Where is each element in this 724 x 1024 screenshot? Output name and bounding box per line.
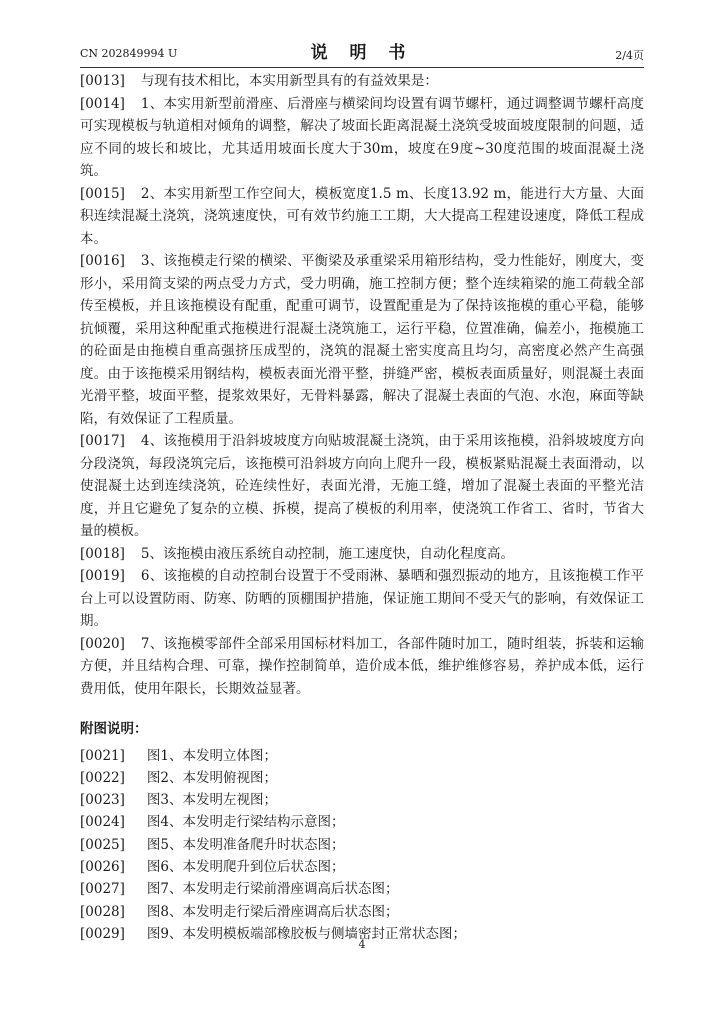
- paragraph-number: [0013]: [80, 73, 125, 89]
- paragraph-number: [0020]: [80, 635, 125, 652]
- paragraph-0013: [80, 70, 644, 93]
- paragraph-number: [0023]: [80, 792, 125, 809]
- publication-number: CN 202849994 U: [80, 47, 178, 60]
- paragraph-number: [0015]: [80, 185, 125, 202]
- paragraph-number: [0027]: [80, 881, 125, 898]
- paragraph-text: 6、该拖模的自动控制台设置于不受雨淋、暴晒和强烈振动的地方，且该拖模工作平台上可以设置防雨、防寒、防晒的顶棚围护措施，保证施工期间不受天气的影响，有效保证工期。: [80, 568, 644, 629]
- figure-item: [80, 856, 644, 878]
- paragraph-number: [0017]: [80, 433, 125, 449]
- paragraph-0014: [80, 93, 644, 183]
- document-body: [80, 70, 644, 945]
- page-indicator: 2/4页: [615, 49, 644, 62]
- paragraph-number: [0025]: [80, 836, 125, 853]
- figure-caption: 图3、本发明左视图；: [146, 792, 277, 809]
- figure-caption: 图5、本发明准备爬升时状态图；: [146, 836, 345, 853]
- figure-caption: 图6、本发明爬升到位后状态图；: [146, 858, 345, 875]
- paragraph-0020: [80, 633, 644, 701]
- paragraph-number: [0029]: [80, 925, 125, 942]
- paragraph-text: 2、本实用新型工作空间大，模板宽度1.5 m、长度13.92 m，能进行大方量、大面积连续混凝土浇筑，浇筑速度快，可有效节约施工工期，大大提高工程建设速度，降低工程成本。: [80, 185, 644, 247]
- header-rule: [80, 67, 644, 68]
- page-number: 4: [358, 938, 366, 951]
- paragraph-number: [0028]: [80, 903, 125, 920]
- paragraph-text: 1、本实用新型前滑座、后滑座与横梁间均设置有调节螺杆，通过调整调节螺杆高度可实现模板与轨道相对倾角的调整，解决了坡面长距离混凝土浇筑受坡面坡度限制的问题，适应不同的坡长和坡比，尤其适用坡面长度大于30m，坡度在9度~30度范围的坡面混凝土浇筑。: [80, 95, 644, 179]
- figure-caption: 图8、本发明走行梁后滑座调高后状态图；: [146, 903, 399, 920]
- paragraph-number: [0019]: [80, 568, 125, 584]
- figure-caption: 图7、本发明走行梁前滑座调高后状态图；: [146, 881, 399, 898]
- paragraph-number: [0018]: [80, 545, 125, 562]
- paragraph-0018: [80, 543, 644, 566]
- paragraph-number: [0024]: [80, 814, 125, 831]
- figure-item: [80, 834, 644, 856]
- paragraph-number: [0026]: [80, 858, 125, 875]
- figure-item: [80, 811, 644, 833]
- paragraph-text: 3、该拖模走行梁的横梁、平衡梁及承重梁采用箱形结构，受力性能好，刚度大，变形小，采用简支梁的两点受力方式，受力明确，施工控制方便；整个连续箱梁的施工荷载全部传至模板，并且该拖模设有配重，配重可调节，设置配重是为了保持该拖模的重心平稳，能够抗倾覆，采用这种配重式拖模进行混凝土浇筑施工，运行平稳，位置准确，偏差小，拖模施工的砼面是由拖模自重高强挤压成型的，浇筑的混凝土密实度高且均匀，高密度必然产生高强度。由于该拖模采用钢结构，模板表面光滑平整，拼缝严密，模板表面质量好，则混凝土表面光滑平整，坡面平整，提浆效果好，无骨料暴露，解决了混凝土表面的气泡、水泡，麻面等缺陷，有效保证了工程质量。: [80, 253, 644, 427]
- paragraph-number: [0016]: [80, 253, 125, 269]
- figure-item: [80, 878, 644, 900]
- figure-caption: 图4、本发明走行梁结构示意图；: [146, 814, 345, 831]
- paragraph-text: 7、该拖模零部件全部采用国标材料加工，各部件随时加工，随时组装，拆装和运输方便，并且结构合理、可靠，操作控制简单，造价成本低，维护维修容易，养护成本低，运行费用低，使用年限长，长期效益显著。: [80, 635, 644, 697]
- figure-item: [80, 745, 644, 767]
- paragraph-0016: [80, 250, 644, 430]
- figure-caption: 图2、本发明俯视图；: [146, 769, 277, 786]
- figures-section-title: 附图说明：: [80, 721, 148, 737]
- paragraph-text: 4、该拖模用于沿斜坡坡度方向贴坡混凝土浇筑，由于采用该拖模，沿斜坡坡度方向分段浇筑，每段浇筑完后，该拖模可沿斜坡方向向上爬升一段，模板紧贴混凝土表面滑动，以使混凝土达到连续浇筑，砼连续性好，表面光滑，无施工缝，增加了混凝土表面的平整光洁度，并且它避免了复杂的立模、拆模，提高了模板的利用率，使浇筑工作省工、省时，节省大量的模板。: [80, 433, 644, 539]
- figure-caption: 图9、本发明模板端部橡胶板与侧墙密封正常状态图；: [146, 925, 466, 942]
- figure-item: [80, 901, 644, 923]
- paragraph-number: [0022]: [80, 769, 125, 786]
- figure-caption: 图1、本发明立体图；: [146, 747, 277, 764]
- paragraph-text: 5、该拖模由液压系统自动控制，施工速度快，自动化程度高。: [140, 545, 514, 562]
- paragraph-text: 与现有技术相比，本实用新型具有的有益效果是：: [140, 73, 438, 89]
- paragraph-number: [0014]: [80, 95, 125, 112]
- paragraph-0015: [80, 183, 644, 251]
- page-header: [80, 38, 644, 66]
- paragraph-0017: [80, 430, 644, 543]
- figure-item: [80, 767, 644, 789]
- figure-item: [80, 789, 644, 811]
- paragraph-number: [0021]: [80, 747, 125, 764]
- paragraph-0019: [80, 565, 644, 633]
- document-title: 说 明 书: [310, 43, 414, 63]
